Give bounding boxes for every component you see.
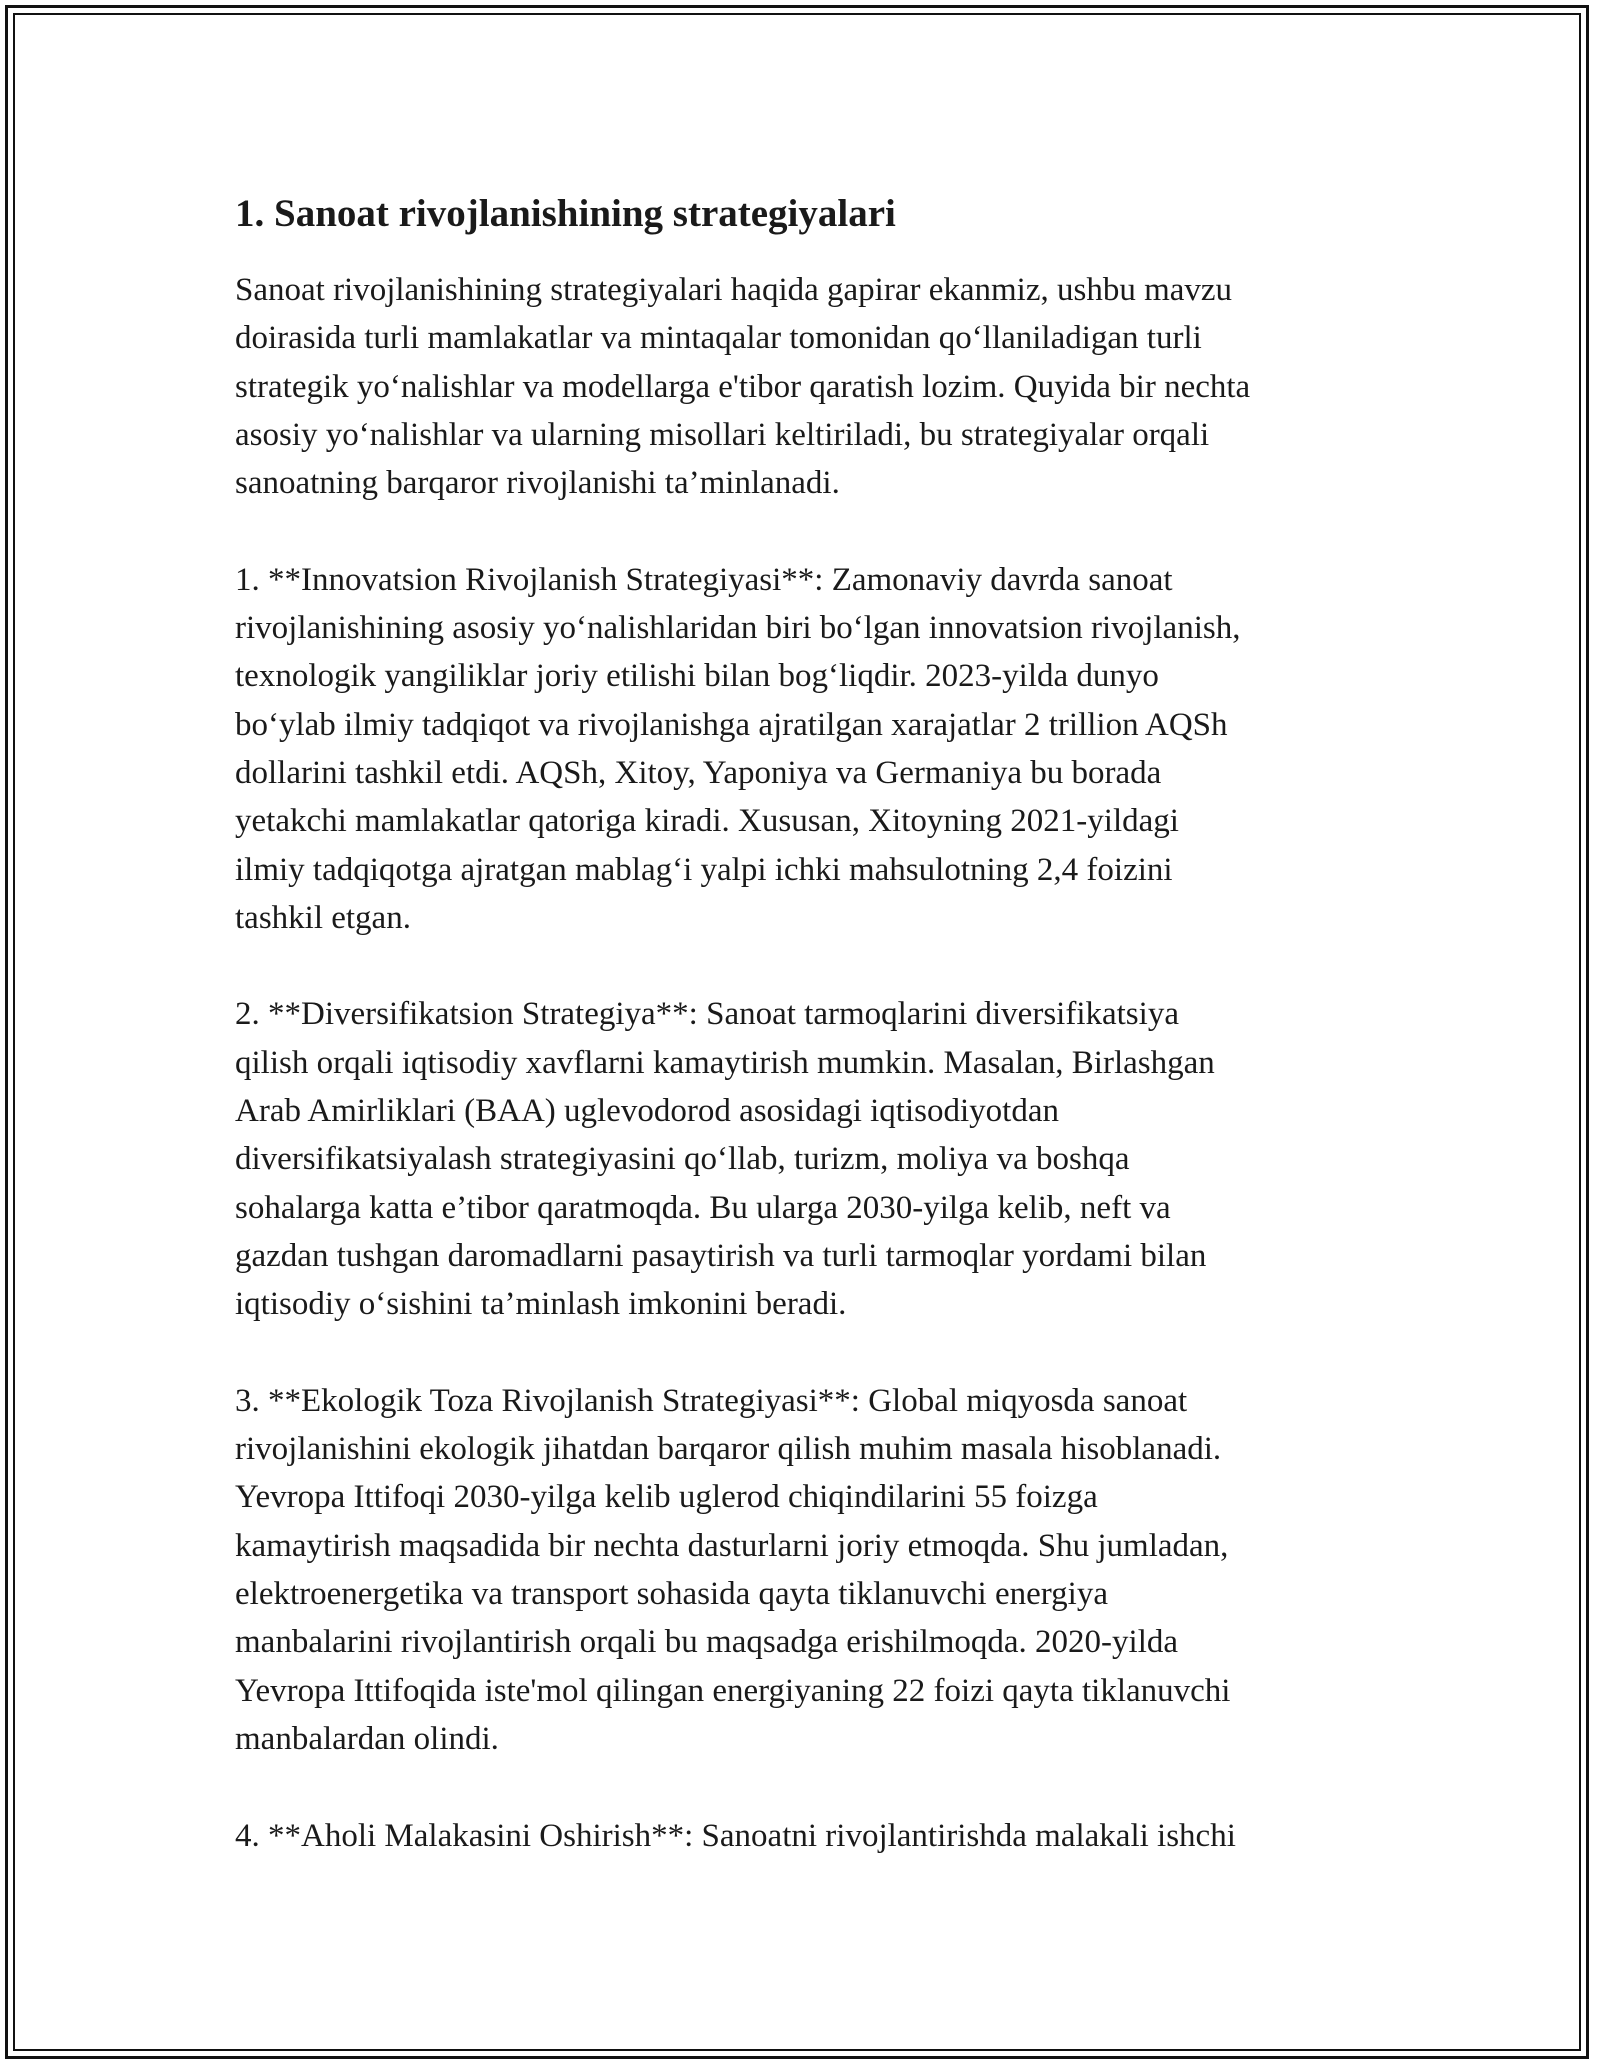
text-line: strategik yo‘nalishlar va modellarga e'tibor qaratish lozim. Quyida bir nechta [235,368,1251,405]
text-line: Sanoat rivojlanishining strategiyalari haqida gapirar ekanmiz, ushbu mavzu [235,272,1233,308]
text-line: diversifikatsiyalash strategiyasini qo‘llab, turizm, moliya va boshqa [235,1141,1130,1178]
text-line: 2. **Diversifikatsion Strategiya**: Sanoat tarmoqlarini diversifikatsiya [235,996,1179,1033]
text-line: manbalardan olindi. [235,1720,499,1757]
text-line: rivojlanishini ekologik jihatdan barqaror qilish muhim masala hisoblanadi. [235,1431,1222,1468]
text-line: 4. **Aholi Malakasini Oshirish**: Sanoatni rivojlantirishda malakali ishchi [235,1817,1236,1854]
text-line: ilmiy tadqiqotga ajratgan mablag‘i yalpi ichki mahsulotning 2,4 foizini [235,851,1173,888]
document-body [235,188,1395,1908]
text-line: Yevropa Ittifoqi 2030-yilga kelib uglerod chiqindilarini 55 foizga [235,1479,1098,1516]
text-line: qilish orqali iqtisodiy xavflarni kamaytirish mumkin. Masalan, Birlashgan [235,1044,1215,1081]
text-line: tashkil etgan. [235,899,411,936]
text-line: kamaytirish maqsadida bir nechta dasturlarni joriy etmoqda. Shu jumladan, [235,1527,1229,1564]
text-line: dollarini tashkil etdi. AQSh, Xitoy, Yaponiya va Germaniya bu borada [235,754,1162,791]
document-title: 1. Sanoat rivojlanishining strategiyalari [235,192,896,235]
text-line: Yevropa Ittifoqida iste'mol qilingan energiyaning 22 foizi qayta tiklanuvchi [235,1672,1231,1709]
text-line: doirasida turli mamlakatlar va mintaqalar tomonidan qo‘llaniladigan turli [235,320,1202,357]
paragraph-intro [235,266,1395,507]
paragraph-ecological-strategy [235,1377,1395,1763]
text-line: manbalarini rivojlantirish orqali bu maqsadga erishilmoqda. 2020-yilda [235,1624,1179,1661]
text-line: sohalarga katta e’tibor qaratmoqda. Bu ularga 2030-yilga kelib, neft va [235,1189,1171,1226]
text-line: yetakchi mamlakatlar qatoriga kiradi. Xususan, Xitoyning 2021-yildagi [235,803,1179,840]
text-line: texnologik yangiliklar joriy etilishi bilan bog‘liqdir. 2023-yilda dunyo [235,658,1159,695]
paragraph-diversification-strategy [235,990,1395,1328]
text-line: bo‘ylab ilmiy tadqiqot va rivojlanishga ajratilgan xarajatlar 2 trillion AQSh [235,706,1228,743]
paragraph-skills-strategy [235,1812,1395,1860]
text-line: sanoatning barqaror rivojlanishi ta’minlanadi. [235,465,840,502]
text-line: elektroenergetika va transport sohasida qayta tiklanuvchi energiya [235,1576,1108,1613]
text-line: Arab Amirliklari (BAA) uglevodorod asosidagi iqtisodiyotdan [235,1093,1059,1130]
text-line: iqtisodiy o‘sishini ta’minlash imkonini beradi. [235,1286,847,1323]
text-line: asosiy yo‘nalishlar va ularning misollari keltiriladi, bu strategiyalar orqali [235,416,1210,453]
text-line: 1. **Innovatsion Rivojlanish Strategiyasi**: Zamonaviy davrda sanoat [235,561,1173,598]
text-line: rivojlanishining asosiy yo‘nalishlaridan biri bo‘lgan innovatsion rivojlanish, [235,610,1241,647]
paragraph-innovation-strategy [235,556,1395,942]
text-line: gazdan tushgan daromadlarni pasaytirish va turli tarmoqlar yordami bilan [235,1237,1207,1274]
text-line: 3. **Ekologik Toza Rivojlanish Strategiyasi**: Global miqyosda sanoat [235,1382,1188,1419]
